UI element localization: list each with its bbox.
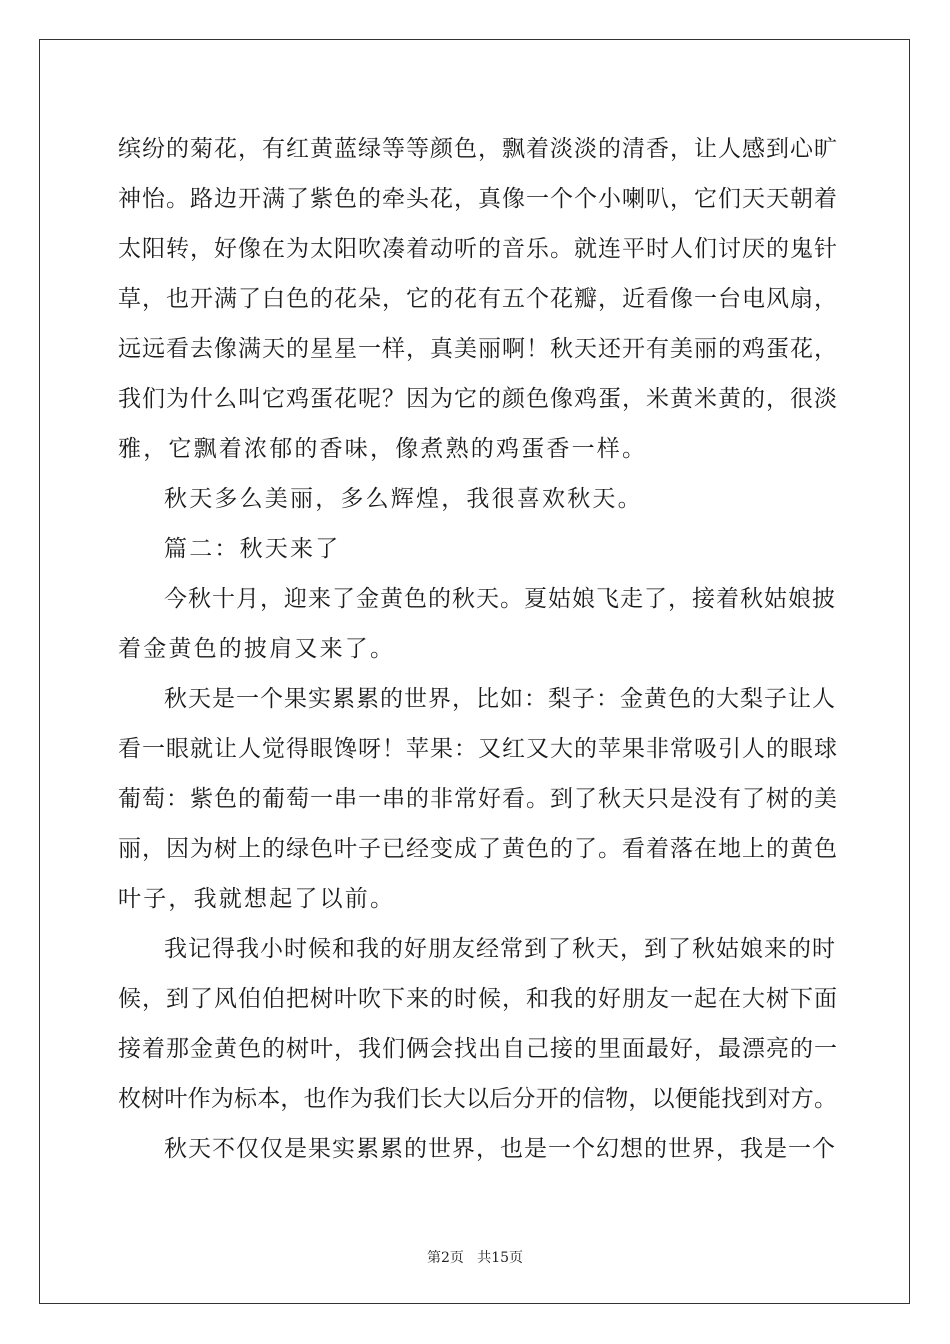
section-heading: 篇二：秋天来了 — [164, 536, 341, 562]
paragraph-start-line: 今秋十月，迎来了金黄色的秋天。夏姑娘飞走了，接着秋姑娘披 — [164, 586, 836, 612]
text-line: 看一眼就让人觉得眼馋呀！苹果：又红又大的苹果非常吸引人的眼球 — [118, 736, 838, 762]
paragraph-start-line: 我记得我小时候和我的好朋友经常到了秋天，到了秋姑娘来的时 — [164, 936, 836, 962]
paragraph-start-line: 秋天是一个果实累累的世界，比如：梨子：金黄色的大梨子让人 — [164, 686, 836, 712]
text-line: 远远看去像满天的星星一样，真美丽啊！秋天还开有美丽的鸡蛋花， — [118, 336, 838, 362]
document-body — [118, 124, 838, 1174]
text-line: 丽，因为树上的绿色叶子已经变成了黄色的了。看着落在地上的黄色 — [118, 836, 838, 862]
text-line: 神怡。路边开满了紫色的牵头花，真像一个个小喇叭，它们天天朝着 — [118, 186, 838, 212]
text-line: 太阳转，好像在为太阳吹凑着动听的音乐。就连平时人们讨厌的鬼针 — [118, 236, 838, 262]
text-line: 接着那金黄色的树叶，我们俩会找出自己接的里面最好，最漂亮的一 — [118, 1036, 838, 1062]
text-line: 着金黄色的披肩又来了。 — [118, 636, 396, 662]
text-line: 叶子，我就想起了以前。 — [118, 886, 396, 912]
text-line: 缤纷的菊花，有红黄蓝绿等等颜色，飘着淡淡的清香，让人感到心旷 — [118, 136, 838, 162]
paragraph-start-line: 秋天不仅仅是果实累累的世界，也是一个幻想的世界，我是一个 — [164, 1136, 836, 1162]
text-line: 草，也开满了白色的花朵，它的花有五个花瓣，近看像一台电风扇， — [118, 286, 838, 312]
paragraph-start-line: 秋天多么美丽，多么辉煌，我很喜欢秋天。 — [164, 486, 643, 512]
text-line: 枚树叶作为标本，也作为我们长大以后分开的信物，以便能找到对方。 — [118, 1086, 838, 1112]
text-line: 葡萄：紫色的葡萄一串一串的非常好看。到了秋天只是没有了树的美 — [118, 786, 838, 812]
text-line: 雅，它飘着浓郁的香味，像煮熟的鸡蛋香一样。 — [118, 436, 648, 462]
text-line: 我们为什么叫它鸡蛋花呢？因为它的颜色像鸡蛋，米黄米黄的，很淡 — [118, 386, 838, 412]
page-number-footer: 第2页 共15页 — [426, 1250, 524, 1266]
text-line: 候，到了风伯伯把树叶吹下来的时候，和我的好朋友一起在大树下面 — [118, 986, 838, 1012]
